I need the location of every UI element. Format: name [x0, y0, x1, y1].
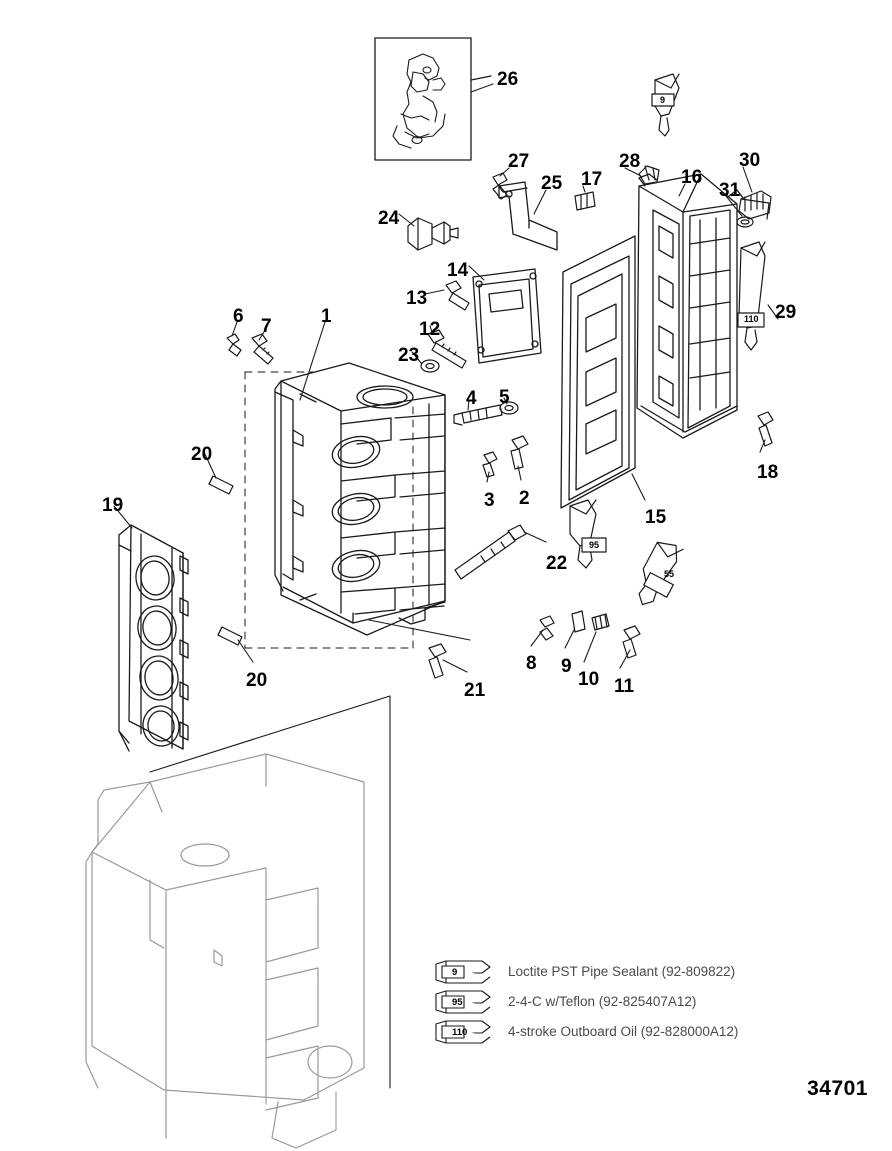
- legend-text-110: 4-stroke Outboard Oil (92-828000A12): [508, 1024, 739, 1039]
- legend-text-9: Loctite PST Pipe Sealant (92-809822): [508, 964, 736, 979]
- callout-26: 26: [497, 69, 519, 90]
- callout-2: 2: [519, 488, 530, 509]
- callout-21: 21: [464, 680, 486, 701]
- legend-row-110: [430, 1018, 830, 1048]
- callout-23: 23: [398, 345, 420, 366]
- tube-label-95: 95: [589, 540, 600, 550]
- tube-label-110: 110: [744, 314, 759, 324]
- callout-8: 8: [526, 653, 537, 674]
- callout-20-upper: 20: [191, 444, 213, 465]
- callout-24: 24: [378, 208, 400, 229]
- legend-tube-number-9: 9: [452, 967, 458, 978]
- callout-19: 19: [102, 495, 124, 516]
- callout-13: 13: [406, 288, 428, 309]
- callout-29: 29: [775, 302, 797, 323]
- sealant-tube-icon: [430, 958, 496, 986]
- tube-label-55: 55: [664, 569, 675, 579]
- legend-row-95: [430, 988, 830, 1018]
- callout-3: 3: [484, 490, 495, 511]
- callout-22: 22: [546, 553, 568, 574]
- drawing-number: 34701: [807, 1077, 868, 1100]
- callout-25: 25: [541, 173, 563, 194]
- callout-6: 6: [233, 306, 244, 327]
- legend-tube-number-95: 95: [452, 997, 463, 1008]
- legend-tube-number-110: 110: [452, 1027, 468, 1038]
- callout-9: 9: [561, 656, 572, 677]
- callout-31: 31: [719, 180, 741, 201]
- callout-15: 15: [645, 507, 667, 528]
- callout-14: 14: [447, 260, 469, 281]
- legend: [430, 958, 830, 1048]
- callout-1: 1: [321, 306, 332, 327]
- legend-text-95: 2-4-C w/Teflon (92-825407A12): [508, 994, 697, 1009]
- tube-label-9: 9: [660, 95, 666, 105]
- callout-5: 5: [499, 387, 510, 408]
- callout-17: 17: [581, 169, 603, 190]
- callout-10: 10: [578, 669, 600, 690]
- callout-12: 12: [419, 319, 441, 340]
- grease-tube-icon: [430, 988, 496, 1016]
- callout-16: 16: [681, 167, 703, 188]
- callout-27: 27: [508, 151, 530, 172]
- callout-18: 18: [757, 462, 779, 483]
- callout-4: 4: [466, 388, 477, 409]
- callout-11: 11: [614, 676, 635, 697]
- callout-20-lower: 20: [246, 670, 268, 691]
- callout-30: 30: [739, 150, 761, 171]
- legend-row-9: [430, 958, 830, 988]
- callout-7: 7: [261, 316, 272, 337]
- callout-28: 28: [619, 151, 641, 172]
